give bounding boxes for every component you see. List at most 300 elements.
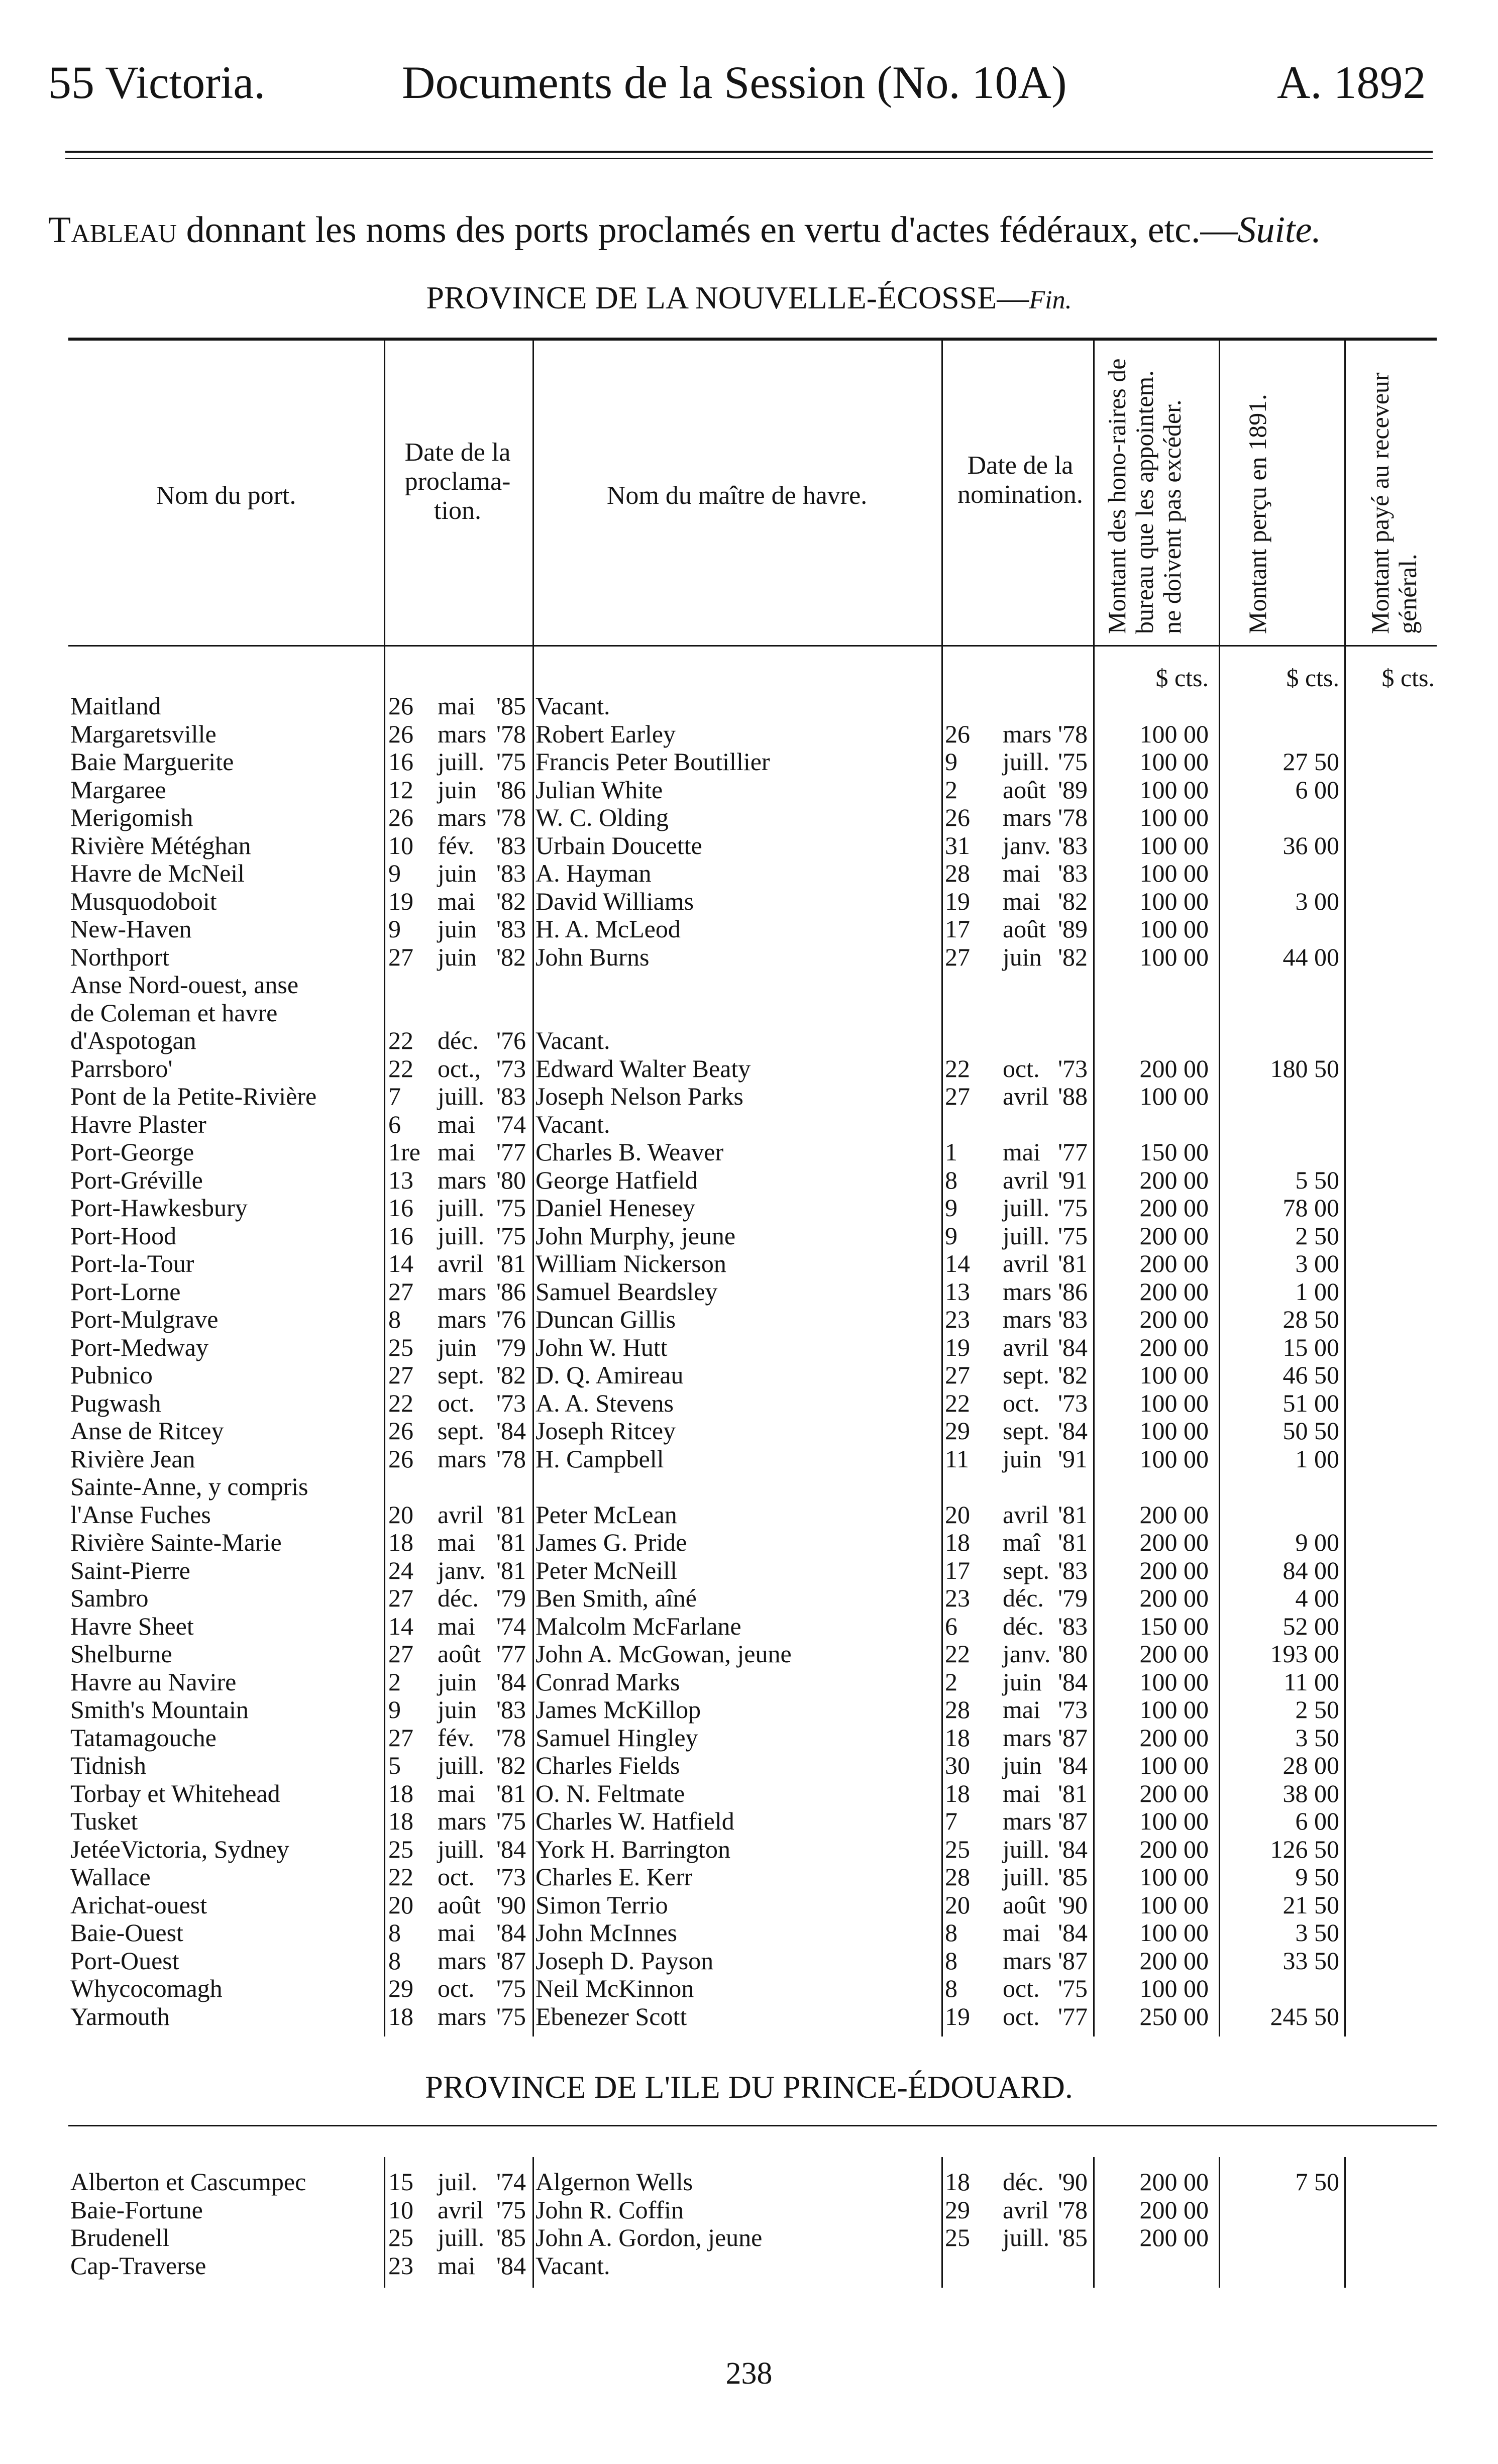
cell-nday: 25	[945, 1835, 970, 1863]
cell-nmon: avril	[1003, 2195, 1049, 2224]
cell-hon: 200 00	[1139, 1779, 1209, 1807]
cell-pmon: mars	[438, 719, 487, 748]
cell-pday: 16	[388, 747, 413, 776]
cell-pyr: '75	[496, 1221, 526, 1250]
col-header-honoraires: Montant des hono-raires de bureau que les appointem. ne doivent pas excéder.	[1103, 358, 1186, 634]
section-title-ns	[0, 279, 1498, 316]
cell-master: H. Campbell	[536, 1445, 664, 1473]
cell-nmon: déc.	[1003, 2168, 1044, 2196]
cell-name: Northport	[70, 943, 170, 971]
cell-pday: 18	[388, 1807, 413, 1835]
cell-name: Rivière Jean	[70, 1445, 195, 1473]
cell-nmon: janv.	[1003, 1640, 1051, 1668]
table-top-rule	[68, 338, 1437, 341]
col-header-nomination: Date de la nomination.	[957, 451, 1083, 509]
cell-nyr: '83	[1058, 859, 1088, 887]
cell-rec: 5 50	[1295, 1165, 1339, 1194]
cell-nday: 18	[945, 1723, 970, 1752]
header-title: Documents de la Session (No. 10A)	[402, 57, 1067, 108]
cell-master: George Hatfield	[536, 1166, 698, 1194]
cell-nmon: juill.	[1003, 2223, 1050, 2252]
cell-nmon: oct.	[1003, 1974, 1040, 2002]
cell-pday: 18	[388, 1779, 413, 1807]
cell-nyr: '83	[1058, 1305, 1088, 1333]
cell-nyr: '90	[1058, 2168, 1088, 2196]
cell-pmon: juin	[438, 775, 477, 804]
table-row	[68, 1250, 1437, 1277]
cell-nyr: '81	[1058, 1528, 1088, 1556]
cell-rec: 2 50	[1295, 1221, 1339, 1250]
cell-hon: 100 00	[1139, 942, 1209, 971]
cell-pday: 27	[388, 942, 413, 971]
cell-nyr: '89	[1058, 915, 1088, 943]
cell-nday: 29	[945, 2195, 970, 2224]
cell-pday: 14	[388, 1249, 413, 1277]
cell-rec: 44 00	[1282, 942, 1339, 971]
cell-nyr: '91	[1058, 1165, 1088, 1194]
cell-pday: 16	[388, 1194, 413, 1222]
cell-hon: 200 00	[1139, 1640, 1209, 1668]
cell-pyr: '85	[496, 692, 526, 720]
cell-name: Maitland	[70, 692, 161, 720]
cell-pmon: mars	[438, 1807, 487, 1835]
cell-master: York H. Barrington	[536, 1835, 730, 1863]
cell-pday: 22	[388, 1863, 413, 1891]
cell-nmon: mai	[1003, 1695, 1040, 1724]
cell-master: Vacant.	[536, 1027, 610, 1054]
table-row	[68, 804, 1437, 831]
cell-name: Tusket	[70, 1807, 138, 1835]
cell-nday: 7	[945, 1807, 957, 1835]
table-row	[68, 971, 1437, 999]
cell-nday: 27	[945, 1082, 970, 1110]
cell-nmon: déc.	[1003, 1584, 1044, 1612]
cell-hon: 100 00	[1139, 1361, 1209, 1389]
cell-name: Merigomish	[70, 804, 193, 831]
cell-master: John R. Coffin	[536, 2196, 684, 2224]
cell-pmon: juil.	[438, 2168, 478, 2196]
cell-pyr: '83	[496, 859, 526, 887]
units-hon: $ cts.	[1155, 664, 1209, 692]
cell-master: James G. Pride	[536, 1529, 687, 1556]
cell-nyr: '84	[1058, 1751, 1088, 1779]
cell-name: Havre au Navire	[70, 1668, 237, 1696]
cell-pyr: '76	[496, 1026, 526, 1054]
table-row	[68, 2196, 1437, 2224]
cell-pyr: '81	[496, 1249, 526, 1277]
cell-name: Whycocomagh	[70, 1975, 223, 2002]
cell-pyr: '75	[496, 2195, 526, 2224]
table-row	[68, 1724, 1437, 1752]
cell-nmon: août	[1003, 915, 1046, 943]
cell-nmon: mai	[1003, 1918, 1040, 1947]
cell-hon: 100 00	[1139, 1918, 1209, 1947]
table-row	[68, 1389, 1437, 1417]
cell-master: William Nickerson	[536, 1250, 726, 1277]
cell-pyr: '73	[496, 1054, 526, 1083]
cell-nmon: juill.	[1003, 1194, 1050, 1222]
cell-pyr: '82	[496, 887, 526, 915]
cell-pmon: mars	[438, 1946, 487, 1975]
table-row	[68, 1863, 1437, 1891]
cell-pmon: juill.	[438, 1194, 485, 1222]
cell-nyr: '73	[1058, 1695, 1088, 1724]
cell-pmon: mars	[438, 1277, 487, 1306]
table-row	[68, 1194, 1437, 1222]
cell-nmon: juill.	[1003, 1835, 1050, 1863]
cell-master: Charles W. Hatfield	[536, 1807, 734, 1835]
cell-nmon: mai	[1003, 887, 1040, 915]
cell-rec: 21 50	[1282, 1890, 1339, 1919]
cell-hon: 100 00	[1139, 719, 1209, 748]
section-title-pei: PROVINCE DE L'ILE DU PRINCE-ÉDOUARD.	[425, 2069, 1073, 2105]
cell-nday: 6	[945, 1612, 957, 1640]
cell-name: Brudenell	[70, 2224, 170, 2252]
cell-hon: 200 00	[1139, 1584, 1209, 1612]
cell-name: Anse Nord-ouest, anse	[70, 971, 299, 999]
cell-pyr: '81	[496, 1779, 526, 1807]
cell-nyr: '79	[1058, 1584, 1088, 1612]
cell-rec: 3 50	[1295, 1918, 1339, 1947]
cell-master: James McKillop	[536, 1696, 701, 1724]
cell-pmon: mai	[438, 1779, 475, 1807]
cell-nmon: juin	[1003, 1444, 1042, 1473]
cell-master: A. A. Stevens	[536, 1389, 674, 1417]
cell-nmon: mai	[1003, 859, 1040, 887]
cell-pmon: juill.	[438, 1751, 485, 1779]
cell-rec: 6 00	[1295, 1807, 1339, 1835]
table-row	[68, 1891, 1437, 1919]
cell-master: Vacant.	[536, 692, 610, 720]
table-row	[68, 1278, 1437, 1306]
section-title-ns-text: PROVINCE DE LA NOUVELLE-ÉCOSSE—	[426, 280, 1029, 315]
table-row	[68, 1473, 1437, 1501]
cell-rec: 3 50	[1295, 1723, 1339, 1752]
cell-nmon: mars	[1003, 1305, 1052, 1333]
cell-nyr: '84	[1058, 1835, 1088, 1863]
table-row	[68, 1557, 1437, 1584]
col-header-paye: Montant payé au receveur général.	[1366, 372, 1422, 634]
cell-nday: 31	[945, 831, 970, 860]
cell-pmon: juin	[438, 1333, 477, 1361]
cell-pyr: '74	[496, 1110, 526, 1138]
cell-nday: 19	[945, 887, 970, 915]
cell-nmon: avril	[1003, 1082, 1049, 1110]
cell-nmon: sept.	[1003, 1417, 1050, 1445]
cell-master: John W. Hutt	[536, 1333, 668, 1361]
table-row	[68, 1975, 1437, 2002]
cell-pmon: mars	[438, 1305, 487, 1333]
cell-pyr: '75	[496, 1194, 526, 1222]
cell-master: Duncan Gillis	[536, 1306, 676, 1333]
cell-nyr: '83	[1058, 1612, 1088, 1640]
table-row	[68, 2224, 1437, 2252]
table-row	[68, 999, 1437, 1027]
cell-pday: 20	[388, 1890, 413, 1919]
cell-master: Simon Terrio	[536, 1891, 668, 1919]
cell-pyr: '81	[496, 1500, 526, 1529]
cell-pday: 7	[388, 1082, 401, 1110]
page-number: 238	[725, 2356, 773, 2391]
table-row	[68, 1613, 1437, 1640]
cell-nday: 22	[945, 1388, 970, 1417]
cell-nyr: '87	[1058, 1723, 1088, 1752]
cell-nday: 2	[945, 775, 957, 804]
cell-pday: 23	[388, 2251, 413, 2280]
caption-text: donnant les noms des ports proclamés en vertu d'actes fédéraux, etc.—	[177, 209, 1238, 251]
cell-pyr: '84	[496, 1835, 526, 1863]
cell-nday: 11	[945, 1444, 970, 1473]
cell-nmon: avril	[1003, 1249, 1049, 1277]
table-row	[68, 1947, 1437, 1975]
cell-hon: 200 00	[1139, 2168, 1209, 2196]
table-row	[68, 1083, 1437, 1110]
cell-pmon: déc.	[438, 1026, 479, 1054]
cell-name: Tatamagouche	[70, 1724, 217, 1752]
cell-master: John Burns	[536, 943, 650, 971]
cell-pday: 26	[388, 1417, 413, 1445]
table-row	[68, 1445, 1437, 1473]
cell-name: Pubnico	[70, 1361, 153, 1389]
cell-master: Joseph Nelson Parks	[536, 1083, 743, 1110]
cell-name: Parrsboro'	[70, 1054, 173, 1083]
cell-nyr: '75	[1058, 1194, 1088, 1222]
cell-master: O. N. Feltmate	[536, 1779, 685, 1807]
cell-pyr: '75	[496, 1807, 526, 1835]
cell-pday: 20	[388, 1500, 413, 1529]
cell-rec: 2 50	[1295, 1695, 1339, 1724]
cell-pday: 27	[388, 1277, 413, 1306]
cell-master: Neil McKinnon	[536, 1975, 694, 2002]
cell-hon: 200 00	[1139, 1194, 1209, 1222]
table-head-rule	[68, 645, 1437, 647]
cell-nyr: '80	[1058, 1640, 1088, 1668]
cell-nmon: août	[1003, 1890, 1046, 1919]
cell-rec: 4 00	[1295, 1584, 1339, 1612]
cell-hon: 100 00	[1139, 1807, 1209, 1835]
cell-pyr: '82	[496, 1361, 526, 1389]
cell-nday: 14	[945, 1249, 970, 1277]
cell-pday: 5	[388, 1751, 401, 1779]
cell-pyr: '85	[496, 2223, 526, 2252]
cell-nday: 23	[945, 1305, 970, 1333]
cell-pmon: sept.	[438, 1417, 485, 1445]
cell-nday: 30	[945, 1751, 970, 1779]
cell-pyr: '73	[496, 1863, 526, 1891]
cell-master: Daniel Henesey	[536, 1194, 695, 1222]
cell-master: John A. Gordon, jeune	[536, 2224, 763, 2252]
cell-rec: 1 00	[1295, 1444, 1339, 1473]
cell-pmon: janv.	[438, 1556, 486, 1584]
cell-nyr: '77	[1058, 1138, 1088, 1166]
cell-pyr: '73	[496, 1388, 526, 1417]
cell-pyr: '82	[496, 1751, 526, 1779]
cell-pmon: oct.	[438, 1863, 475, 1891]
cell-master: Vacant.	[536, 2252, 610, 2280]
cell-hon: 200 00	[1139, 1500, 1209, 1529]
cell-name: l'Anse Fuches	[70, 1501, 211, 1529]
cell-nyr: '73	[1058, 1388, 1088, 1417]
cell-pyr: '76	[496, 1305, 526, 1333]
table-row	[68, 1696, 1437, 1724]
cell-name: Baie Marguerite	[70, 748, 234, 776]
cell-name: JetéeVictoria, Sydney	[70, 1835, 289, 1863]
cell-nday: 20	[945, 1890, 970, 1919]
cell-nmon: oct.	[1003, 1054, 1040, 1083]
table-row	[68, 1752, 1437, 1779]
cell-rec: 3 00	[1295, 887, 1339, 915]
cell-hon: 100 00	[1139, 915, 1209, 943]
cell-pday: 18	[388, 1528, 413, 1556]
cell-hon: 200 00	[1139, 1835, 1209, 1863]
cell-nday: 19	[945, 1333, 970, 1361]
cell-name: Margaree	[70, 776, 166, 804]
cell-pmon: fév.	[438, 831, 475, 860]
cell-rec: 51 00	[1282, 1388, 1339, 1417]
cell-pday: 22	[388, 1054, 413, 1083]
cell-rec: 27 50	[1282, 747, 1339, 776]
cell-name: Port-Gréville	[70, 1166, 203, 1194]
cell-name: Yarmouth	[70, 2002, 170, 2030]
cell-name: Alberton et Cascumpec	[70, 2168, 306, 2196]
table-row	[68, 2252, 1437, 2280]
cell-hon: 100 00	[1139, 1695, 1209, 1724]
cell-pyr: '81	[496, 1556, 526, 1584]
cell-rec: 33 50	[1282, 1946, 1339, 1975]
cell-pday: 18	[388, 2002, 413, 2030]
cell-name: Port-George	[70, 1138, 194, 1166]
cell-rec: 36 00	[1282, 831, 1339, 860]
cell-hon: 200 00	[1139, 1249, 1209, 1277]
cell-pmon: déc.	[438, 1584, 479, 1612]
cell-rec: 1 00	[1295, 1277, 1339, 1306]
cell-pyr: '90	[496, 1890, 526, 1919]
cell-hon: 100 00	[1139, 1388, 1209, 1417]
cell-pmon: sept.	[438, 1361, 485, 1389]
ports-table-pei	[68, 2125, 1437, 2288]
cell-pmon: fév.	[438, 1723, 475, 1752]
cell-pmon: oct.,	[438, 1054, 481, 1083]
table-row	[68, 1306, 1437, 1333]
cell-rec: 7 50	[1295, 2168, 1339, 2196]
cell-pyr: '78	[496, 803, 526, 831]
cell-master: Julian White	[536, 776, 663, 804]
cell-pday: 12	[388, 775, 413, 804]
cell-nyr: '84	[1058, 1667, 1088, 1696]
cell-name: Cap-Traverse	[70, 2252, 206, 2280]
cell-nday: 28	[945, 1695, 970, 1724]
cell-name: Smith's Mountain	[70, 1696, 249, 1724]
cell-hon: 150 00	[1139, 1138, 1209, 1166]
cell-name: Baie-Fortune	[70, 2196, 203, 2224]
cell-pyr: '74	[496, 1612, 526, 1640]
table-row	[68, 1807, 1437, 1835]
cell-master: John A. McGowan, jeune	[536, 1640, 792, 1668]
units-row	[68, 664, 1437, 692]
cell-pyr: '78	[496, 1723, 526, 1752]
cell-nmon: avril	[1003, 1500, 1049, 1529]
cell-nyr: '75	[1058, 1974, 1088, 2002]
cell-nyr: '78	[1058, 803, 1088, 831]
cell-master: Ebenezer Scott	[536, 2002, 687, 2030]
cell-nday: 23	[945, 1584, 970, 1612]
cell-pday: 25	[388, 1333, 413, 1361]
cell-master: D. Q. Amireau	[536, 1361, 684, 1389]
cell-pyr: '86	[496, 775, 526, 804]
header-rule-top	[65, 151, 1433, 153]
cell-nyr: '73	[1058, 1054, 1088, 1083]
cell-master: Francis Peter Boutillier	[536, 748, 770, 776]
table-row	[68, 832, 1437, 860]
cell-nmon: maî	[1003, 1528, 1040, 1556]
cell-nyr: '82	[1058, 942, 1088, 971]
cell-hon: 100 00	[1139, 1751, 1209, 1779]
cell-rec: 28 50	[1282, 1305, 1339, 1333]
cell-pmon: juin	[438, 915, 477, 943]
cell-pyr: '77	[496, 1138, 526, 1166]
table-row	[68, 860, 1437, 887]
cell-name: Havre Plaster	[70, 1110, 206, 1138]
cell-pmon: août	[438, 1640, 481, 1668]
cell-rec: 84 00	[1282, 1556, 1339, 1584]
cell-pmon: juill.	[438, 1082, 485, 1110]
cell-nyr: '84	[1058, 1333, 1088, 1361]
cell-name: Port-Lorne	[70, 1277, 181, 1306]
cell-name: New-Haven	[70, 915, 192, 943]
table-row	[68, 2168, 1437, 2196]
cell-hon: 200 00	[1139, 2195, 1209, 2224]
cell-pyr: '79	[496, 1584, 526, 1612]
cell-pyr: '78	[496, 719, 526, 748]
cell-nday: 17	[945, 915, 970, 943]
cell-name: Torbay et Whitehead	[70, 1779, 280, 1807]
cell-master: Charles Fields	[536, 1752, 680, 1779]
cell-nyr: '78	[1058, 2195, 1088, 2224]
table-row	[68, 692, 1437, 720]
cell-nday: 28	[945, 1863, 970, 1891]
cell-hon: 200 00	[1139, 1165, 1209, 1194]
cell-name: Sambro	[70, 1584, 149, 1612]
col-header-proclamation: Date de la proclama-tion.	[404, 438, 511, 525]
cell-nday: 9	[945, 1221, 957, 1250]
cell-pday: 25	[388, 2223, 413, 2252]
table-row	[68, 1417, 1437, 1445]
cell-nmon: mars	[1003, 1723, 1052, 1752]
cell-name: Wallace	[70, 1863, 151, 1891]
cell-nmon: août	[1003, 775, 1046, 804]
table-row	[68, 1055, 1437, 1083]
cell-pday: 9	[388, 915, 401, 943]
cell-name: Sainte-Anne, y compris	[70, 1473, 308, 1501]
cell-master: Charles B. Weaver	[536, 1138, 724, 1166]
cell-pday: 24	[388, 1556, 413, 1584]
cell-name: Havre de McNeil	[70, 860, 245, 887]
cell-pday: 27	[388, 1361, 413, 1389]
cell-master: Ben Smith, aîné	[536, 1584, 697, 1612]
cell-name: Rivière Sainte-Marie	[70, 1529, 282, 1556]
cell-nmon: avril	[1003, 1333, 1049, 1361]
cell-pmon: juin	[438, 942, 477, 971]
cell-hon: 100 00	[1139, 1974, 1209, 2002]
cell-nmon: mars	[1003, 1807, 1052, 1835]
cell-hon: 200 00	[1139, 2223, 1209, 2252]
cell-pday: 25	[388, 1835, 413, 1863]
cell-hon: 100 00	[1139, 747, 1209, 776]
cell-nmon: mai	[1003, 1138, 1040, 1166]
cell-pmon: avril	[438, 1500, 484, 1529]
table-row	[68, 1640, 1437, 1668]
cell-nyr: '87	[1058, 1946, 1088, 1975]
